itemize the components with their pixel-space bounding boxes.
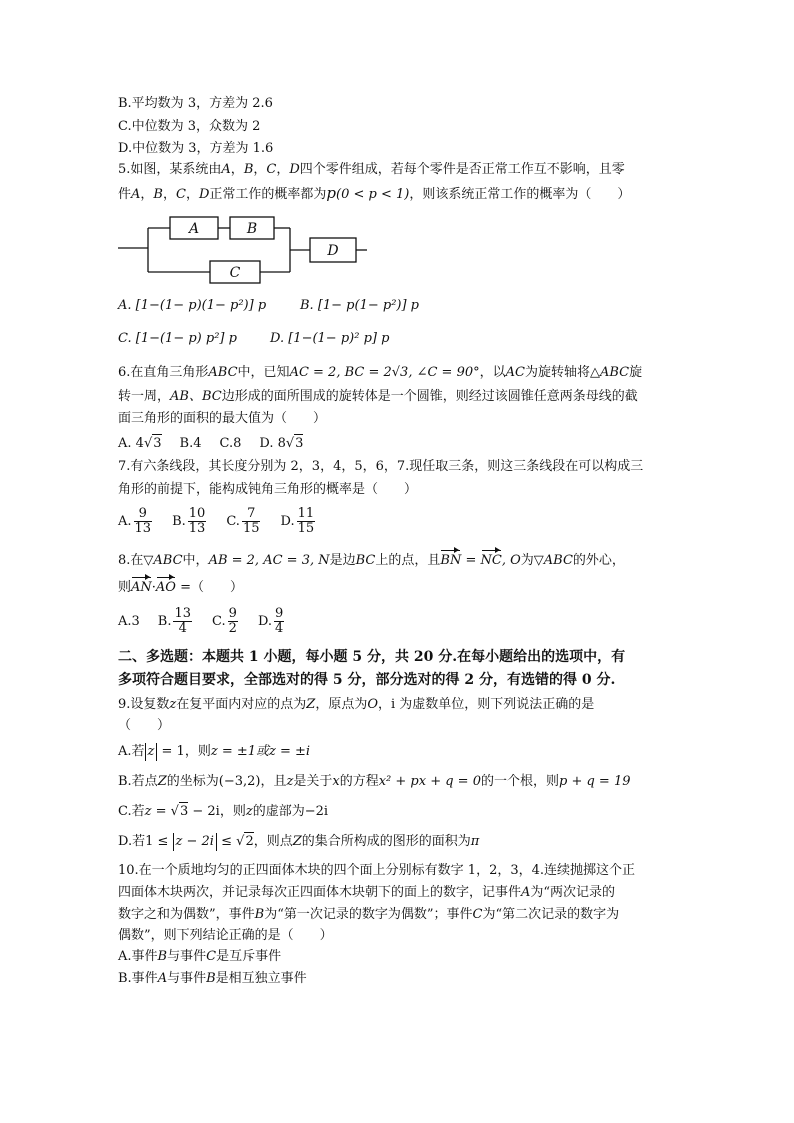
q5-options-ab bbox=[118, 297, 419, 315]
q10-line-4: 偶数”，则下列结论正确的是（ ） bbox=[118, 928, 333, 943]
component-d-label: D bbox=[327, 243, 339, 259]
section-2-heading-line-1: 二、多选题：本题共 1 小题，每小题 5 分，共 20 分.在每小题给出的选项中，有 bbox=[118, 649, 626, 665]
q9-option-b: B.若点Z的坐标为(−3,2)，且z是关于x的方程x² + px + q = 0的一个根，则p + q = 19 bbox=[118, 774, 631, 789]
q8-option-c: C. $\frac{9}{2}$ bbox=[212, 606, 237, 636]
q5-option-b: B. [1− p(1− p²)] p bbox=[300, 298, 420, 313]
q7-option-a: A. $\frac{9}{13}$ bbox=[118, 506, 152, 536]
q5-line-2: 件A，B，C，D正常工作的概率都为p(0 < p < 1)，则该系统正常工作的概率为（ ） bbox=[118, 184, 631, 202]
q8-line-2: 则AN·AO =（ ） bbox=[118, 580, 243, 595]
q7-line-2: 角形的前提下，能构成钝角三角形的概率是（ ） bbox=[118, 482, 418, 497]
prev-option-d: D.中位数为 3，方差为 1.6 bbox=[118, 141, 274, 156]
q7-options bbox=[118, 503, 335, 541]
q7-option-d: D. $\frac{11}{15}$ bbox=[280, 506, 315, 536]
q8-line-1: 8.在▽ABC中，AB = 2, AC = 3, N是边BC上的点，且BN = NC, O为▽ABC的外心， bbox=[118, 553, 625, 568]
q10-option-a: A.事件B与事件C是互斥事件 bbox=[118, 949, 282, 964]
q7-option-b: B. $\frac{10}{13}$ bbox=[172, 506, 206, 536]
component-b-label: B bbox=[246, 221, 258, 237]
q6-options bbox=[118, 434, 321, 453]
q5-option-c: C. [1−(1− p) p²] p bbox=[118, 331, 237, 346]
q9-option-c: C.若z = √3 − 2i，则z的虚部为−2i bbox=[118, 804, 329, 819]
q10-line-3: 数字之和为偶数”，事件B为“第一次记录的数字为偶数”；事件C为“第二次记录的数字为 bbox=[118, 907, 620, 922]
prev-option-c: C.中位数为 3，众数为 2 bbox=[118, 119, 261, 134]
q9-line-1: 9.设复数z在复平面内对应的点为Z，原点为O，i 为虚数单位，则下列说法正确的是 bbox=[118, 697, 595, 712]
q8-options bbox=[118, 603, 304, 641]
q8-option-b: B. $\frac{13}{4}$ bbox=[157, 606, 192, 636]
q6-line-3: 面三角形的面积的最大值为（ ） bbox=[118, 411, 327, 426]
q5-option-a: A. [1−(1− p)(1− p²)] p bbox=[118, 298, 267, 313]
component-a-label: A bbox=[188, 221, 200, 237]
q5-options-cd bbox=[118, 330, 389, 348]
q6-option-d: D. 8√3 bbox=[259, 436, 304, 451]
q10-option-b: B.事件A与事件B是相互独立事件 bbox=[118, 971, 307, 986]
section-2-heading-line-2: 多项符合题目要求，全部选对的得 5 分，部分选对的得 2 分，有选错的得 0 分. bbox=[118, 672, 616, 688]
system-diagram bbox=[118, 206, 368, 286]
q8-option-a: A.3 bbox=[118, 614, 140, 629]
q6-option-a: A. 4√3 bbox=[118, 436, 162, 451]
q10-line-1: 10.在一个质地均匀的正四面体木块的四个面上分别标有数字 1，2，3，4.连续抛掷这个正 bbox=[118, 863, 636, 878]
prev-option-b: B.平均数为 3，方差为 2.6 bbox=[118, 96, 273, 111]
q6-option-c: C.8 bbox=[219, 436, 242, 451]
q9-option-d: D.若1 ≤ z − 2i ≤ √2，则点Z的集合所构成的图形的面积为π bbox=[118, 834, 480, 849]
component-c-label: C bbox=[229, 265, 241, 281]
q6-line-1: 6.在直角三角形ABC中，已知AC = 2, BC = 2√3, ∠C = 90°，以AC为旋转轴将△ABC旋 bbox=[118, 365, 643, 380]
q9-option-a: A.若 z = 1，则z = ±1或z = ±i bbox=[118, 744, 311, 759]
q5-option-d: D. [1−(1− p)² p] p bbox=[270, 331, 390, 346]
q8-option-d: D. $\frac{9}{4}$ bbox=[257, 606, 284, 636]
q6-line-2: 转一周，AB、BC边形成的面所围成的旋转体是一个圆锥，则经过该圆锥任意两条母线的截 bbox=[118, 389, 638, 404]
q9-line-2: （ ） bbox=[118, 718, 171, 733]
q5-line-1: 5.如图，某系统由A，B，C，D四个零件组成，若每个零件是否正常工作互不影响，且零 bbox=[118, 162, 625, 177]
q6-option-b: B.4 bbox=[179, 436, 202, 451]
q10-line-2: 四面体木块两次，并记录每次正四面体木块朝下的面上的数字，记事件A为“两次记录的 bbox=[118, 885, 616, 900]
q7-line-1: 7.有六条线段，其长度分别为 2，3，4，5，6，7.现任取三条，则这三条线段在可以构成三 bbox=[118, 459, 644, 474]
q7-option-c: C. $\frac{7}{15}$ bbox=[226, 506, 260, 536]
